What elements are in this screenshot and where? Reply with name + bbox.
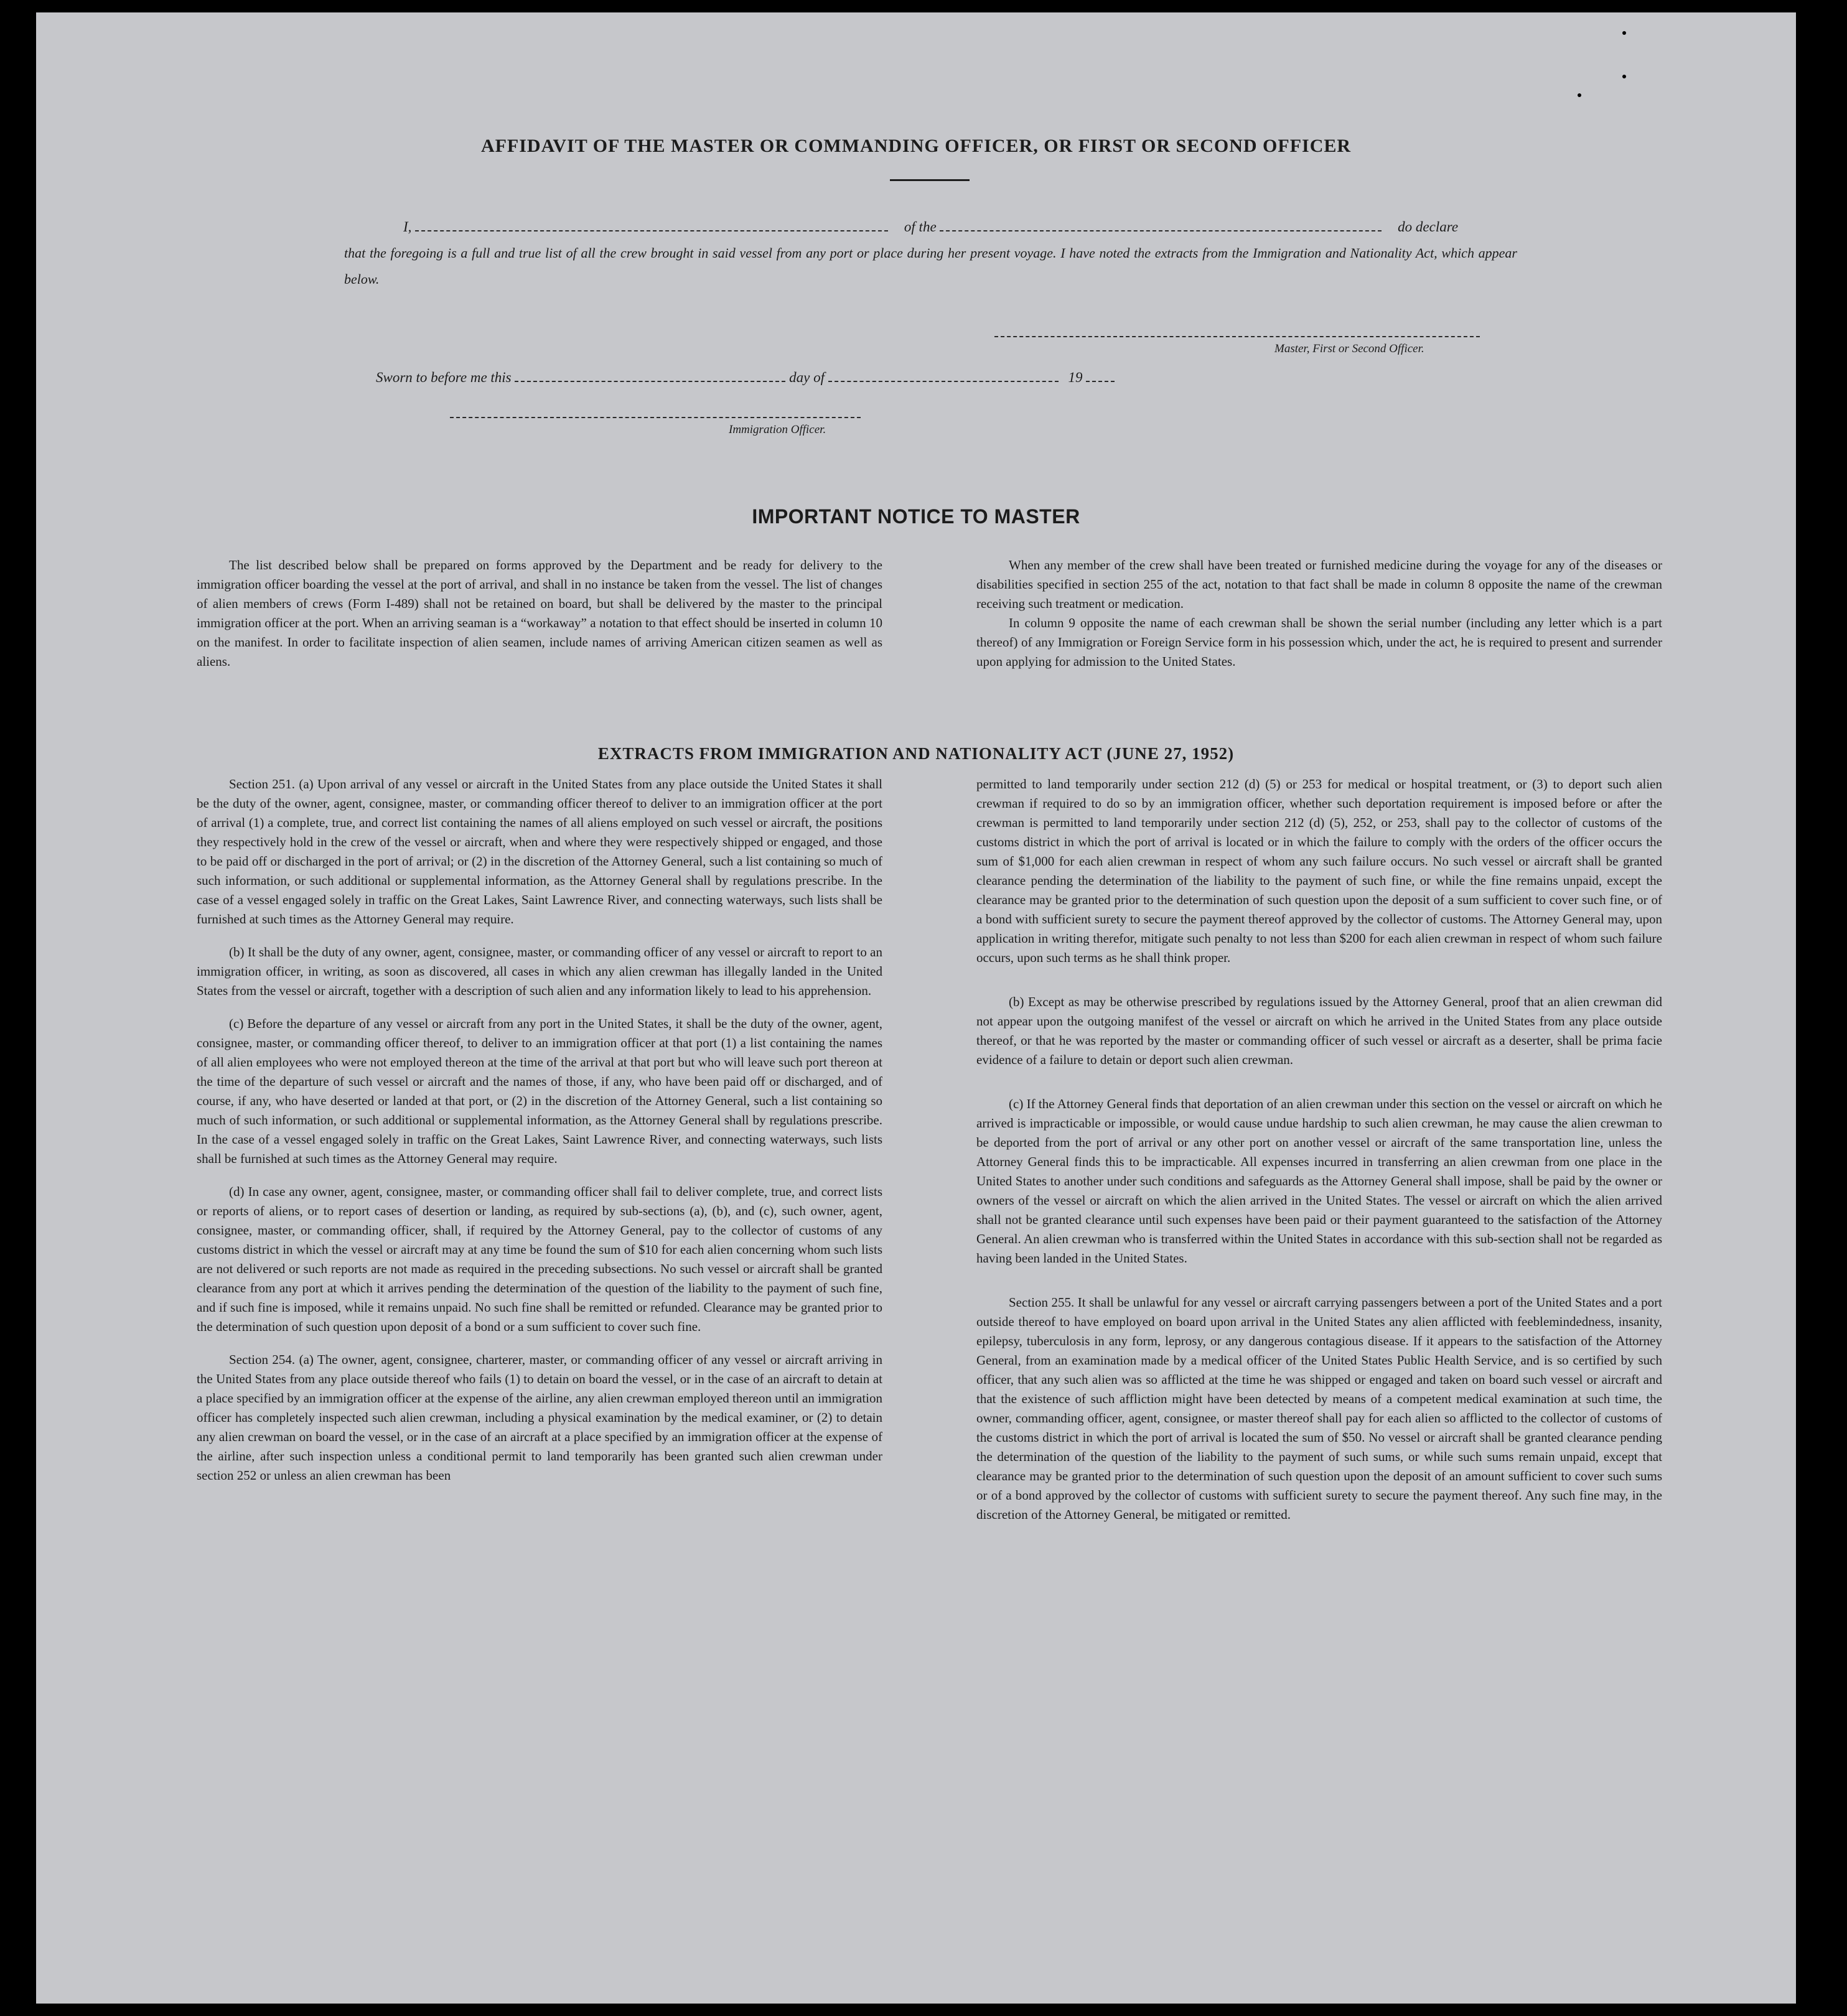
- extracts-right-column: [976, 775, 1662, 1538]
- sworn-day-field[interactable]: [515, 368, 785, 382]
- notice-right-column: [976, 556, 1662, 671]
- sworn-day-of-label: day of: [789, 370, 825, 385]
- document-sheet: [36, 12, 1796, 2004]
- scan-speck: [1622, 31, 1626, 35]
- section-254-a-continued: permitted to land temporarily under section 212 (d) (5) or 253 for medical or hospital treatment, or (3) to deport such alien crewman if required to do so by an immigration officer, whether such deportation requirement is imposed before or after the crewman is permitted to land temporarily under section 212 (d) (5), 252, or 253, shall pay to the collector of customs of the customs district in which the port of arrival is located or in which the failure to comply with the orders of the officer occurs the sum of $1,000 for each alien crewman in respect of whom any such failure occurs. No such vessel or aircraft shall be granted clearance pending the determination of the liability to the payment of such fine, or while the fine remains unpaid, except the clearance may be granted prior to the determination of such question upon the deposit of a sum sufficient to cover such fine, or of a bond with sufficient surety to secure the payment thereof approved by the collector of customs. The Attorney General may, upon application in writing therefor, mitigate such penalty to not less than $200 for each alien crewman in respect of whom such failure occurs, upon such terms as he shall think proper.: [976, 777, 1662, 965]
- section-251-b: (b) It shall be the duty of any owner, agent, consignee, master, or commanding officer of any vessel or aircraft to report to an immigration officer, in writing, as soon as discovered, all cases in which any alien crewman has illegally landed in the United States from the vessel or aircraft, together with a description of such alien and any information likely to lead to his apprehension.: [197, 945, 882, 998]
- section-254-b: (b) Except as may be otherwise prescribed by regulations issued by the Attorney General, proof that an alien crewman did not appear upon the outgoing manifest of the vessel or aircraft on which he arrived in the United States from any place outside thereof, or that he was reported by the master or commanding officer of such vessel or aircraft as a deserter, shall be prima facie evidence of a failure to detain or deport such alien crewman.: [976, 994, 1662, 1067]
- section-251-a: Section 251. (a) Upon arrival of any vessel or aircraft in the United States from any place outside the United States it shall be the duty of the owner, agent, consignee, master, or commanding officer thereof to deliver to an immigration officer at the port of arrival (1) a complete, true, and correct list containing the names of all aliens employed on such vessel or aircraft, the positions they respectively hold in the crew of the vessel or aircraft, when and where they were respectively shipped or engaged, and those to be paid off or discharged in the port of arrival; or (2) in the discretion of the Attorney General, such a list containing so much of such information, or such additional or supplemental information, as the Attorney General shall by regulations prescribe. In the case of a vessel engaged solely in traffic on the Great Lakes, Saint Lawrence River, and connecting waterways, such lists shall be furnished at such times as the Attorney General may require.: [197, 777, 882, 926]
- extracts-title: EXTRACTS FROM IMMIGRATION AND NATIONALITY ACT (JUNE 27, 1952): [597, 744, 1235, 763]
- master-signature-field[interactable]: [994, 336, 1480, 337]
- affidavit-statement: that the foregoing is a full and true list of all the crew brought in said vessel from any port or place during her present voyage. I have noted the extracts from the Immigration and Nationality Act, which appear below.: [344, 245, 1517, 287]
- declarant-name-field[interactable]: [415, 218, 888, 231]
- section-255: Section 255. It shall be unlawful for any vessel or aircraft carrying passengers between a port of the United States and a port outside thereof to have employed on board upon arrival in the United States any alien afflicted with feeblemindedness, insanity, epilepsy, tuberculosis in any form, leprosy, or any dangerous contagious disease. If it appears to the satisfaction of the Attorney General, from an examination made by a medical officer of the United States Public Health Service, and is so certified by such officer, that any such alien was so afflicted at the time he was shipped or engaged and taken on board such vessel or aircraft and that the existence of such affliction might have been detected by means of a competent medical examination at such time, the owner, commanding officer, agent, consignee, or master thereof shall pay for each alien so afflicted to the collector of customs of the customs district in which the port of arrival is located the sum of $50. No vessel or aircraft shall be granted clearance pending the determination of the question of the liability to the payment of such sums, or while such sums remain unpaid, except that clearance may be granted prior to the determination of such question upon the deposit of an amount sufficient to cover such sums or of a bond approved by the collector of customs with sufficient surety to secure the payment thereof. Any such fine may, in the discretion of the Attorney General, be mitigated or remitted.: [976, 1295, 1662, 1522]
- officer-signature-label: Immigration Officer.: [729, 423, 826, 436]
- notice-right-paragraph-1: When any member of the crew shall have been treated or furnished medicine during the voyage for any of the diseases or disabilities specified in section 255 of the act, notation to that fact shall be made in column 8 opposite the name of the crewman receiving such treatment or medication.: [976, 558, 1662, 611]
- of-the-label: of the: [904, 219, 937, 235]
- title-rule: [890, 179, 970, 181]
- section-254-c: (c) If the Attorney General finds that deportation of an alien crewman under this section on the vessel or aircraft on which he arrived is impracticable or impossible, or would cause undue hardship to such alien crewman, he may cause the alien crewman to be deported from the port of arrival or any other port on another vessel or aircraft of the same transportation line, unless the Attorney General finds this to be impracticable. All expenses incurred in transferring an alien crewman from one place in the United States to another under such conditions and safeguards as the Attorney General shall impose, shall be paid by the owner or owners of the vessel or aircraft on which the alien arrived in the United States. The vessel or aircraft on which the alien arrived shall not be granted clearance until such expenses have been paid or their payment guaranteed to the satisfaction of the Attorney General. An alien crewman who is transferred within the United States in accordance with this sub-section shall not be regarded as having been landed in the United States.: [976, 1096, 1662, 1266]
- scan-speck: [1578, 93, 1581, 97]
- officer-signature-field[interactable]: [450, 417, 861, 418]
- section-251-c: (c) Before the departure of any vessel or aircraft from any port in the United States, it shall be the duty of the owner, agent, consignee, master, or commanding officer thereof, to deliver to an immigration officer at that port (1) a list containing the names of all alien employees who were not employed thereon at the time of the arrival at that port but who will leave such port thereon at the time of the departure of such vessel or aircraft and the names of those, if any, who have been paid off or discharged, and of course, if any, who have deserted or landed at that port, or (2) in the discretion of the Attorney General, such a list containing so much of such information, or such additional or supplemental information, as the Attorney General shall by regulations prescribe. In the case of a vessel engaged solely in traffic on the Great Lakes, Saint Lawrence River, and connecting waterways, such lists shall be furnished at such times as the Attorney General may require.: [197, 1016, 882, 1166]
- notice-title: IMPORTANT NOTICE TO MASTER: [752, 505, 1080, 528]
- extracts-left-column: [197, 775, 882, 1499]
- do-declare-label: do declare: [1398, 219, 1459, 235]
- sworn-year-label: 19: [1068, 370, 1083, 385]
- sworn-line: [376, 368, 1115, 386]
- scan-speck: [1622, 75, 1626, 78]
- sworn-month-field[interactable]: [828, 368, 1059, 382]
- vessel-name-field[interactable]: [940, 218, 1382, 231]
- notice-left-paragraph: The list described below shall be prepared on forms approved by the Department and be ready for delivery to the immigration officer boarding the vessel at the port of arrival, and shall in no instance be taken from the vessel. The list of changes of alien members of crews (Form I-489) shall not be retained on board, but shall be delivered by the master to the principal immigration officer at the port. When an arriving seaman is a “workaway” a notation to that effect should be inserted in column 10 on the manifest. In order to facilitate inspection of alien seamen, include names of arriving American citizen seamen as well as aliens.: [197, 558, 882, 669]
- sworn-prefix-label: Sworn to before me this: [376, 370, 512, 385]
- notice-left-column: [197, 556, 882, 671]
- affidavit-title: AFFIDAVIT OF THE MASTER OR COMMANDING OFFICER, OR FIRST OR SECOND OFFICER: [480, 136, 1352, 156]
- section-251-d: (d) In case any owner, agent, consignee, master, or commanding officer shall fail to deliver complete, true, and correct lists or reports of aliens, or to report cases of desertion or landing, as required by sub-sections (a), (b), and (c), such owner, agent, consignee, master, or commanding officer, shall, if required by the Attorney General, pay to the collector of customs of any customs district in which the vessel or aircraft may at any time be found the sum of $10 for each alien concerning whom such lists are not delivered or such reports are not made as required in the preceding subsections. No such vessel or aircraft shall be granted clearance from any port at which it arrives pending the determination of the question of the liability to the payment of such fine, and if such fine is imposed, while it remains unpaid. No such fine shall be remitted or refunded. Clearance may be granted prior to the determination of such question upon deposit of a bond or a sum sufficient to cover such fine.: [197, 1184, 882, 1334]
- declarant-line: [403, 218, 1458, 235]
- sworn-year-field[interactable]: [1086, 368, 1115, 382]
- section-254-a: Section 254. (a) The owner, agent, consignee, charterer, master, or commanding officer of any vessel or aircraft arriving in the United States from any place outside thereof who fails (1) to detain on board the vessel, or in the case of an aircraft to detain at a place specified by an immigration officer at the expense of the airline, any alien crewman employed thereon until an immigration officer has completely inspected such alien crewman, including a physical examination by the medical examiner, or (2) to detain any alien crewman on board the vessel, or in the case of an aircraft at a place specified by an immigration officer at the expense of the airline, after such inspection unless a conditional permit to land temporarily has been granted such alien crewman under section 252 or unless an alien crewman has been: [197, 1352, 882, 1483]
- master-signature-label: Master, First or Second Officer.: [1274, 342, 1424, 355]
- notice-right-paragraph-2: In column 9 opposite the name of each crewman shall be shown the serial number (including any letter which is a part thereof) of any Immigration or Foreign Service form in his possession which, under the act, he is required to present and surrender upon applying for admission to the United States.: [976, 615, 1662, 669]
- declarant-i-label: I,: [403, 219, 412, 235]
